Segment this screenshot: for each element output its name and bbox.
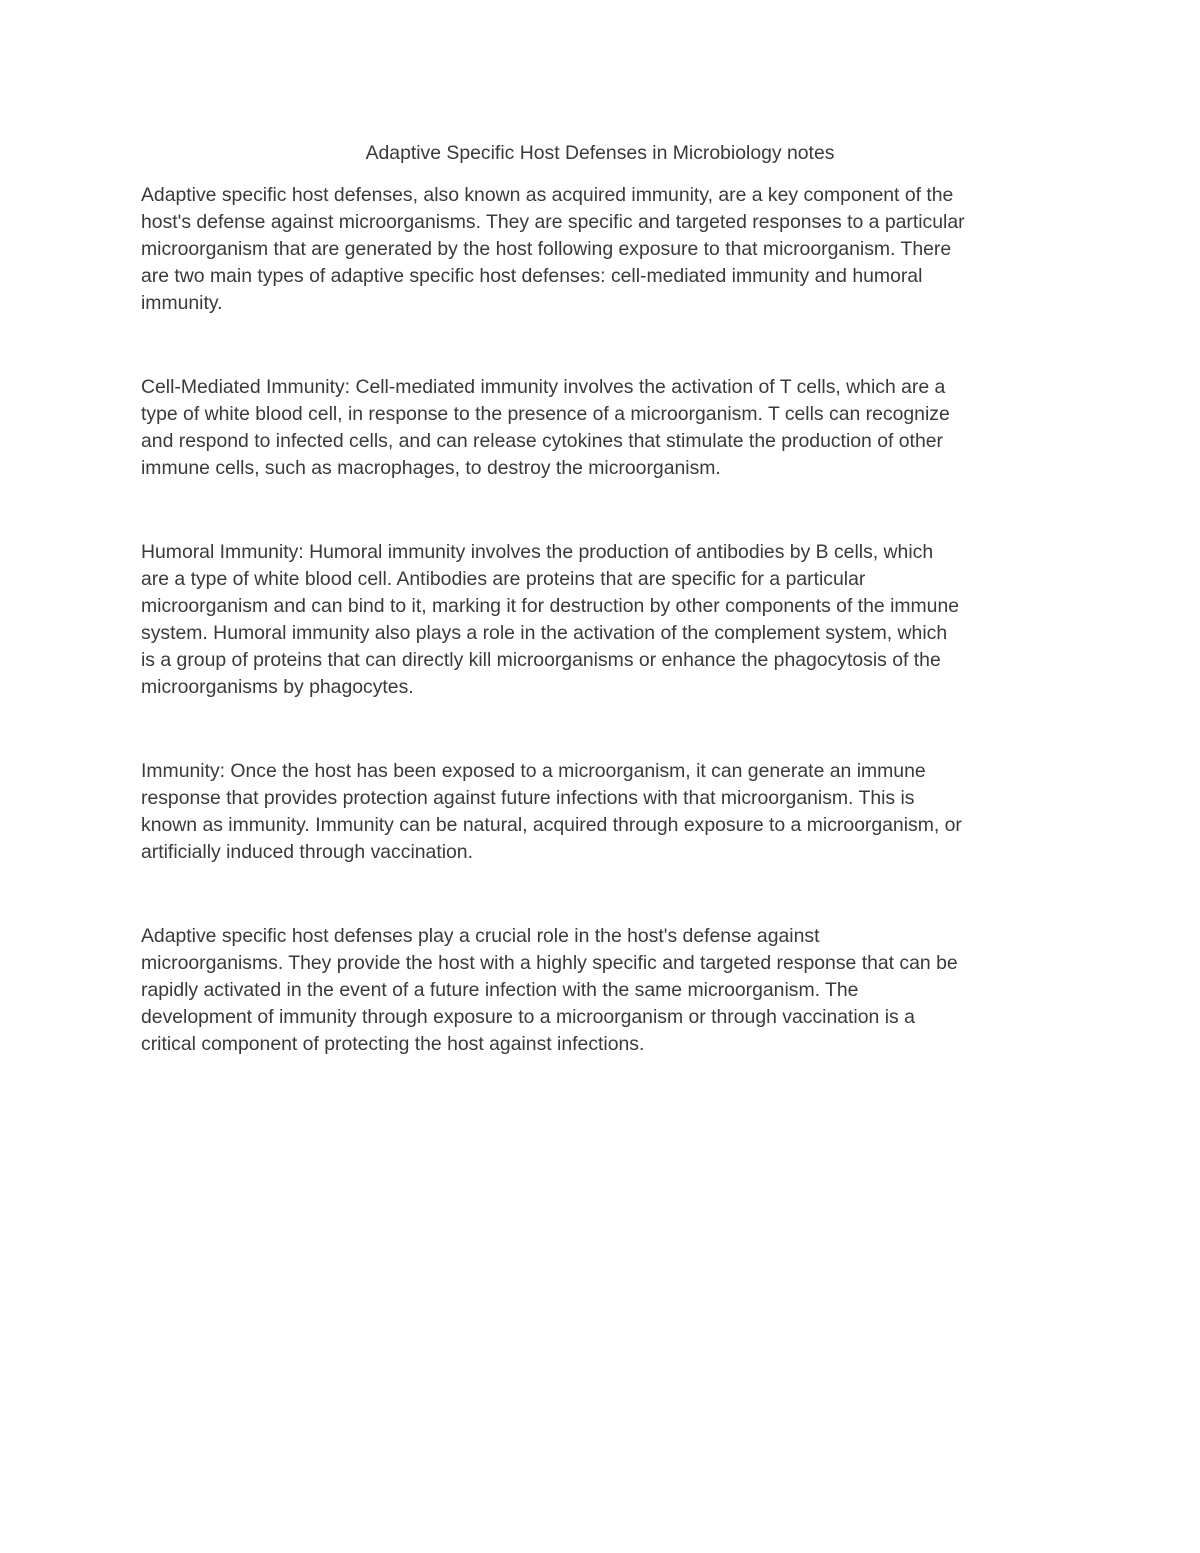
paragraph-line: microorganism that are generated by the host following exposure to that microorganism. There — [141, 238, 952, 260]
paragraph-line: Immunity: Once the host has been exposed to a microorganism, it can generate an immune — [141, 760, 926, 782]
paragraph-humoral-immunity — [141, 539, 959, 701]
paragraph-line: Humoral Immunity: Humoral immunity involves the production of antibodies by B cells, which — [141, 541, 934, 563]
paragraph-line: are a type of white blood cell. Antibodies are proteins that are specific for a particular — [141, 568, 866, 590]
paragraph-line: system. Humoral immunity also plays a role in the activation of the complement system, which — [141, 622, 948, 644]
paragraph-line: and respond to infected cells, and can release cytokines that stimulate the production of other — [141, 430, 943, 452]
paragraph-line: response that provides protection against future infections with that microorganism. This is — [141, 787, 915, 809]
paragraph-line: Cell-Mediated Immunity: Cell-mediated immunity involves the activation of T cells, which are a — [141, 376, 946, 398]
paragraph-line: artificially induced through vaccination. — [141, 841, 473, 863]
paragraph-cell-mediated-immunity — [141, 374, 950, 482]
paragraph-line: Adaptive specific host defenses, also known as acquired immunity, are a key component of the — [141, 184, 954, 206]
paragraph-line: known as immunity. Immunity can be natural, acquired through exposure to a microorganism, or — [141, 814, 962, 836]
paragraph-line: host's defense against microorganisms. They are specific and targeted responses to a particular — [141, 211, 965, 233]
paragraph-line: immunity. — [141, 292, 223, 314]
paragraph-line: are two main types of adaptive specific host defenses: cell-mediated immunity and humoral — [141, 265, 923, 287]
paragraph-line: critical component of protecting the host against infections. — [141, 1033, 645, 1055]
paragraph-conclusion — [141, 923, 958, 1058]
paragraph-line: type of white blood cell, in response to the presence of a microorganism. T cells can recognize — [141, 403, 950, 425]
paragraph-line: microorganisms by phagocytes. — [141, 676, 414, 698]
paragraph-line: microorganisms. They provide the host with a highly specific and targeted response that can be — [141, 952, 958, 974]
paragraph-intro — [141, 182, 965, 317]
paragraph-line: immune cells, such as macrophages, to destroy the microorganism. — [141, 457, 721, 479]
paragraph-line: microorganism and can bind to it, marking it for destruction by other components of the immune — [141, 595, 960, 617]
document-title: Adaptive Specific Host Defenses in Microbiology notes — [365, 142, 835, 164]
paragraph-immunity — [141, 758, 962, 866]
paragraph-line: development of immunity through exposure to a microorganism or through vaccination is a — [141, 1006, 915, 1028]
paragraph-line: rapidly activated in the event of a future infection with the same microorganism. The — [141, 979, 859, 1001]
paragraph-line: Adaptive specific host defenses play a crucial role in the host's defense against — [141, 925, 820, 947]
paragraph-line: is a group of proteins that can directly kill microorganisms or enhance the phagocytosis of the — [141, 649, 941, 671]
